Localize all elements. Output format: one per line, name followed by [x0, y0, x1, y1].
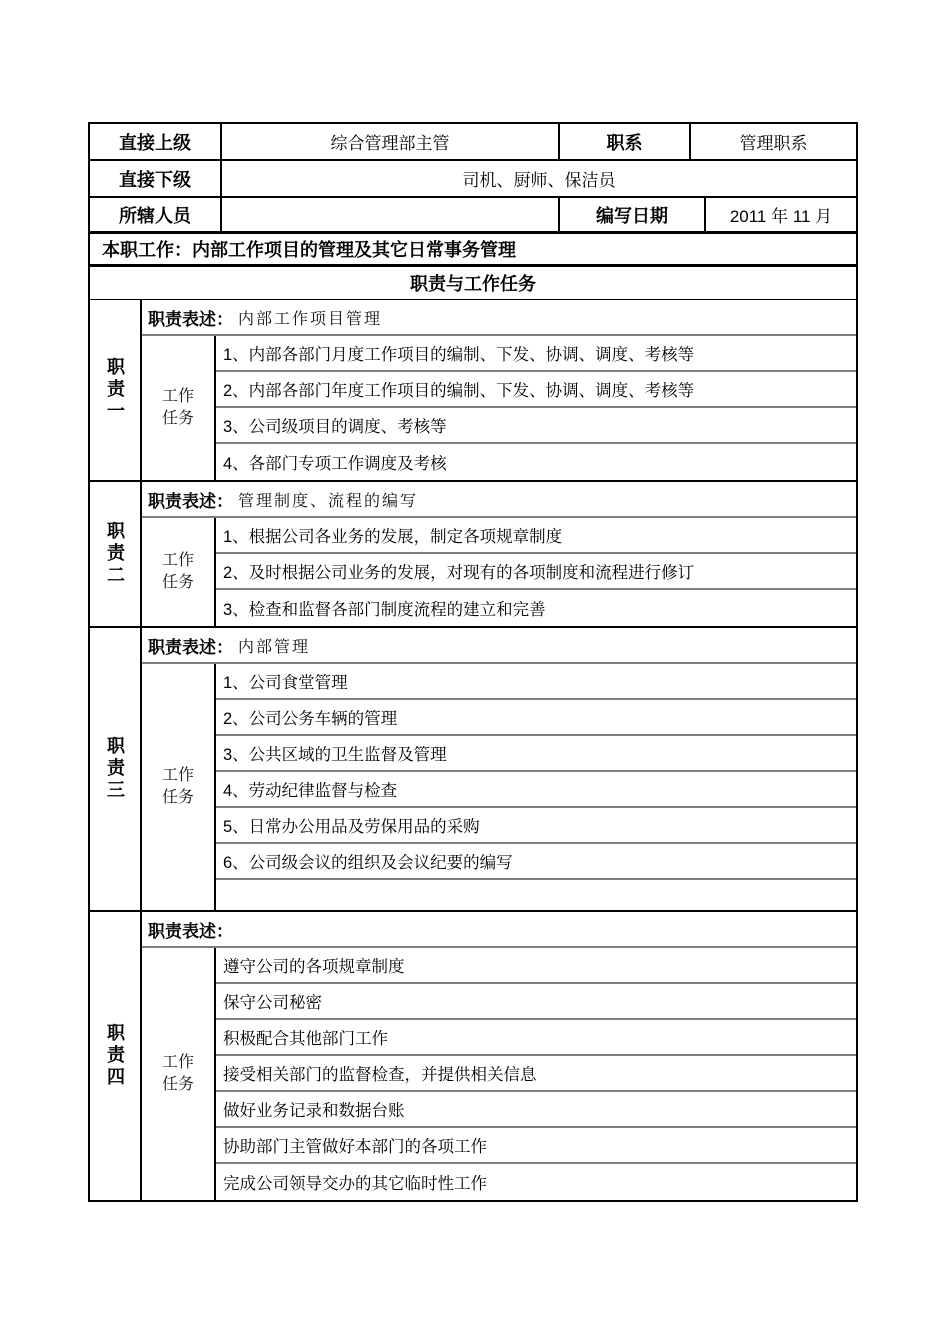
duty-1-task-list [216, 336, 856, 480]
duty-2-desc-value: 管理制度、流程的编写 [238, 492, 419, 510]
tasks-label: 工作任务 [161, 387, 194, 427]
task-row: 2、及时根据公司业务的发展，对现有的各项制度和流程进行修订 [216, 554, 856, 590]
direct-subordinates-value: 司机、厨师、保洁员 [220, 161, 856, 196]
duty-4-task-list [216, 948, 856, 1200]
duty-3-desc-row [142, 628, 856, 664]
task-row: 1、内部各部门月度工作项目的编制、下发、协调、调度、考核等 [216, 336, 856, 372]
duty-3-name: 职责三 [105, 736, 125, 802]
direct-superior-label: 直接上级 [119, 132, 191, 153]
task-row: 保守公司秘密 [216, 984, 856, 1020]
job-summary-text: 内部工作项目的管理及其它日常事务管理 [192, 240, 516, 260]
task-row: 4、劳动纪律监督与检查 [216, 772, 856, 808]
task-row: 做好业务记录和数据台账 [216, 1092, 856, 1128]
duty-4-desc-row [142, 912, 856, 948]
task-row: 3、公司级项目的调度、考核等 [216, 408, 856, 444]
direct-superior-value: 综合管理部主管 [220, 124, 558, 159]
write-date-value: 2011 年 11 月 [704, 198, 856, 231]
task-row: 1、根据公司各业务的发展，制定各项规章制度 [216, 518, 856, 554]
task-row: 3、检查和监督各部门制度流程的建立和完善 [223, 601, 546, 619]
job-family-label: 职系 [558, 124, 689, 159]
duty-4-body [142, 912, 856, 1200]
tasks-label: 工作任务 [161, 551, 194, 591]
staff-managed-value [220, 198, 558, 231]
duty-1-tasks [142, 336, 856, 480]
task-row: 遵守公司的各项规章制度 [216, 948, 856, 984]
task-row: 2、公司公务车辆的管理 [216, 700, 856, 736]
task-row: 5、日常办公用品及劳保用品的采购 [216, 808, 856, 844]
duty-4-id-cell [90, 912, 142, 1200]
task-row: 积极配合其他部门工作 [216, 1020, 856, 1056]
duty-4-tasks [142, 948, 856, 1200]
task-row: 3、公共区域的卫生监督及管理 [216, 736, 856, 772]
duty-1-desc-row [142, 300, 856, 336]
duty-section-2 [90, 482, 856, 628]
duty-desc-label: 职责表述： [148, 637, 233, 657]
duty-2-tasks [142, 518, 856, 626]
duty-4-tasks-label-cell [142, 948, 216, 1200]
duty-3-tasks [142, 664, 856, 910]
task-row: 协助部门主管做好本部门的各项工作 [216, 1128, 856, 1164]
tasks-label: 工作任务 [161, 1053, 194, 1093]
duty-section-3 [90, 628, 856, 912]
job-family-value: 管理职系 [689, 124, 856, 159]
duty-2-task-list [216, 518, 856, 626]
duty-2-body [142, 482, 856, 626]
write-date-label: 编写日期 [558, 198, 704, 231]
task-row: 完成公司领导交办的其它临时性工作 [223, 1175, 487, 1193]
duties-section-header: 职责与工作任务 [90, 267, 856, 300]
duty-3-body [142, 628, 856, 910]
duty-3-tasks-label-cell [142, 664, 216, 910]
duty-3-id-cell [90, 628, 142, 910]
duty-2-tasks-label-cell [142, 518, 216, 626]
duty-1-id-cell [90, 300, 142, 480]
job-summary-label: 本职工作： [102, 240, 192, 260]
info-row-staff-date [90, 198, 856, 234]
task-row: 1、公司食堂管理 [216, 664, 856, 700]
duty-1-body [142, 300, 856, 480]
task-row: 接受相关部门的监督检查，并提供相关信息 [216, 1056, 856, 1092]
duty-1-desc-value: 内部工作项目管理 [238, 310, 383, 328]
task-row: 6、公司级会议的组织及会议纪要的编写 [216, 844, 856, 880]
info-row-subordinates [90, 161, 856, 198]
duty-desc-label: 职责表述： [148, 921, 233, 941]
duty-section-4 [90, 912, 856, 1200]
duty-2-desc-row [142, 482, 856, 518]
task-row: 4、各部门专项工作调度及考核 [223, 455, 447, 473]
duty-1-tasks-label-cell [142, 336, 216, 480]
task-row-empty [216, 880, 856, 910]
direct-subordinates-label: 直接下级 [119, 169, 191, 190]
staff-managed-label: 所辖人员 [119, 205, 191, 226]
duty-2-id-cell [90, 482, 142, 626]
duty-4-name: 职责四 [105, 1023, 125, 1089]
info-row-supervisor [90, 124, 856, 161]
job-summary-row [90, 234, 856, 267]
duty-1-name: 职责一 [105, 357, 125, 423]
duty-desc-label: 职责表述： [148, 309, 233, 329]
duty-section-1 [90, 300, 856, 482]
duty-3-desc-value: 内部管理 [238, 638, 311, 656]
duty-desc-label: 职责表述： [148, 491, 233, 511]
tasks-label: 工作任务 [161, 766, 194, 806]
task-row: 2、内部各部门年度工作项目的编制、下发、协调、调度、考核等 [216, 372, 856, 408]
job-description-table [88, 122, 858, 1202]
duty-2-name: 职责二 [105, 521, 125, 587]
duty-3-task-list [216, 664, 856, 910]
